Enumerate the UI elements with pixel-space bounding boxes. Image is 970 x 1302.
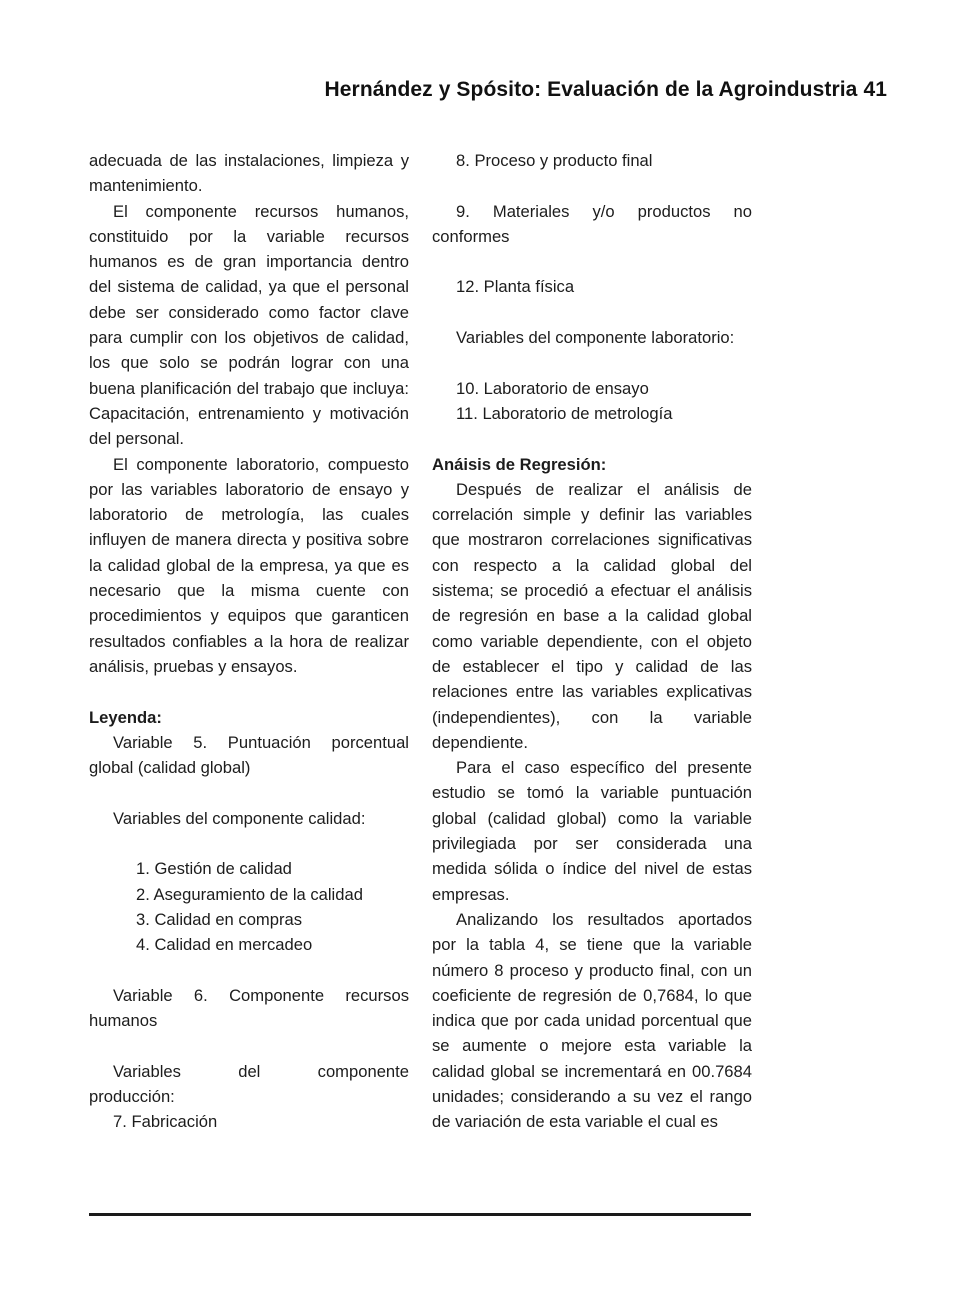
production-item: 9. Materiales y/o productos no conformes — [432, 201, 752, 246]
legend-variable-6: Variable 6. Componente recursos humanos — [89, 985, 409, 1031]
legend-quality-component-label: Variables del componente calidad: — [113, 808, 366, 828]
legend-heading: Leyenda: — [89, 707, 162, 727]
legend-variable-5: Variable 5. Puntuación porcentual global (calidad global) — [89, 732, 409, 778]
legend-production-component-label: Variables del componente — [113, 1061, 409, 1081]
paragraph-human-resources: El componente recursos humanos, constituido por la variable recursos humanos es de gran importancia dentro del sistema de calidad, ya que el personal debe ser considerado como factor clave para cumplir con los objetivos de calidad, los que solo se podrán lograr con una buena planificación del trabajo que incluya: Capacitación, entrenamiento y motivación del personal. — [89, 201, 409, 449]
page-number: 41 — [863, 78, 887, 101]
quality-item: 4. Calidad en mercadeo — [136, 935, 313, 955]
legend-laboratory-component-label: Variables del componente laboratorio: — [456, 328, 735, 348]
left-column — [89, 148, 409, 1135]
production-item: 8. Proceso y producto final — [456, 151, 653, 170]
laboratory-item: 10. Laboratorio de ensayo — [456, 378, 649, 398]
quality-item: 2. Aseguramiento de la calidad — [136, 884, 363, 904]
regression-heading: Anáisis de Regresión: — [432, 454, 607, 474]
paragraph-laboratory: El componente laboratorio, compuesto por las variables laboratorio de ensayo y laboratorio de metrología, las cuales influyen de manera directa y positiva sobre la calidad global de la empresa, ya que es necesario que la misma cuente con procedimientos y equipos que garanticen resultados confiables a la hora de realizar análisis, pruebas y ensayos. — [89, 454, 409, 676]
running-head — [0, 78, 887, 102]
quality-item: 3. Calidad en compras — [136, 909, 303, 929]
journal-title: Hernández y Spósito: Evaluación de la Agroindustria — [324, 78, 858, 101]
paragraph-regression-intro: Después de realizar el análisis de correlación simple y definir las variables que mostraron correlaciones significativas con respecto a la calidad global del sistema; se procedió a efectuar el análisis de regresión en base a la calidad global como variable dependiente, con el objeto de establecer el tipo y calidad de las relaciones entre las variables explicativas (independientes), con la variable dependiente. — [432, 479, 752, 752]
quality-item: 1. Gestión de calidad — [136, 859, 292, 879]
production-item: 7. Fabricación — [113, 1112, 218, 1132]
production-item: 12. Planta física — [456, 277, 575, 297]
paragraph-regression-case: Para el caso específico del presente estudio se tomó la variable puntuación global (calidad global) como la variable privilegiada por ser considerada una medida sólida o índice del nivel de estas empresas. — [432, 758, 752, 904]
laboratory-item: 11. Laboratorio de metrología — [456, 403, 673, 423]
paragraph-regression-results: Analizando los resultados aportados por la tabla 4, se tiene que la variable número 8 proceso y producto final, con un coeficiente de regresión de 0,7684, lo que indica que por cada unidad porcentual que se aumente o mejore esta variable la calidad global se incrementará en 00.7684 unidades; considerando a su vez el rango de variación de esta variable el cual es — [432, 909, 752, 1132]
paragraph-facilities: adecuada de las instalaciones, limpieza y mantenimiento. — [89, 151, 409, 196]
legend-production-component-label-cont: producción: — [89, 1086, 175, 1106]
right-column — [432, 148, 752, 1135]
footer-rule — [89, 1213, 751, 1216]
